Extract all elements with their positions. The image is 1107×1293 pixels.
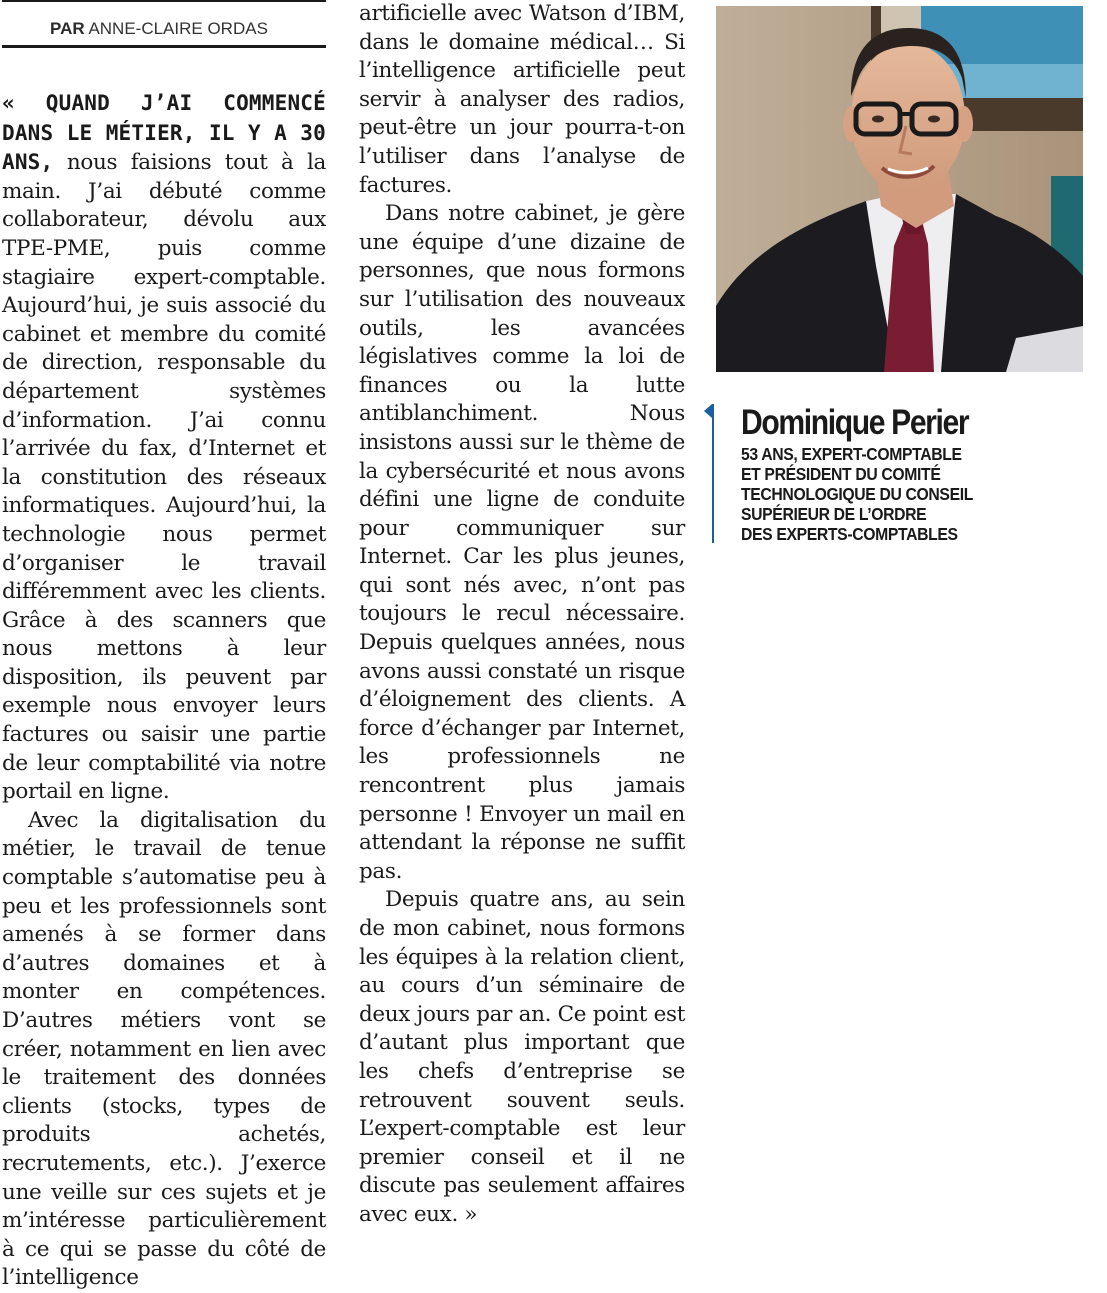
photo-caption — [712, 404, 1102, 544]
column-1-text — [2, 89, 326, 1293]
paragraph — [2, 89, 326, 807]
caption-desc-line: SUPÉRIEUR DE L’ORDRE — [741, 504, 927, 524]
byline — [2, 0, 326, 48]
paragraph: artificielle avec Watson d’IBM, dans le domaine médical… Si l’intelligence artificielle peut servir à analyser des radios, peut-être un jour pourra-t-on l’utiliser dans l’analyse de factures. — [359, 1, 685, 198]
byline-prefix: PAR — [50, 19, 85, 38]
caption-desc-line: 53 ANS, EXPERT-COMPTABLE — [741, 444, 962, 464]
paragraph: Dans notre cabinet, je gère une équipe d’une dizaine de personnes, que nous formons sur l’utilisation des nouveaux outils, les avancées législatives comme la loi de finances ou la lutte antiblanchiment. Nous insistons aussi sur le thème de la cybersécurité et nous avons défini une ligne de conduite pour communiquer sur Internet. Car les plus jeunes, qui sont nés avec, n’ont pas toujours le recul nécessaire. Depuis quelques années, nous avons aussi constaté un risque d’éloignement des clients. A force d’échanger par Internet, les professionnels ne rencontrent plus jamais personne ! Envoyer un mail en attendant la réponse ne suffit pas. — [359, 201, 685, 884]
byline-author: ANNE-CLAIRE ORDAS — [88, 19, 268, 38]
caption-desc-line: TECHNOLOGIQUE DU CONSEIL — [741, 484, 974, 504]
paragraph: Depuis quatre ans, au sein de mon cabinet, nous formons les équipes à la relation client, au cours d’un séminaire de deux jours par an. Ce point est d’autant plus important que les chefs d’entreprise se retrouvent souvent seuls. L’expert-comptable est leur premier conseil et il ne discute pas seulement affaires avec eux. » — [359, 887, 685, 1227]
caption-desc-line: DES EXPERTS-COMPTABLES — [741, 524, 958, 544]
caption-desc-line: ET PRÉSIDENT DU COMITÉ — [741, 464, 941, 484]
lead-in: « QUAND J’AI COMMENCÉ DANS LE MÉTIER, IL Y A 30 ANS, — [2, 91, 326, 175]
caption-description — [741, 444, 1038, 544]
article-column-1 — [2, 0, 326, 1293]
portrait-photo — [716, 6, 1083, 372]
caption-name: Dominique Perier — [741, 403, 969, 442]
paragraph: Avec la digitalisation du métier, le travail de tenue comptable s’automatise peu à peu et les professionnels sont amenés à se former dans d’autres domaines et à monter en compétences. D’autres métiers vont se créer, notamment en lien avec le traitement des données clients (stocks, types de produits achetés, recrutements, etc.). J’exerce une veille sur ces sujets et je m’intéresse particulièrement à ce qui se passe du côté de l’intelligence — [2, 807, 326, 1291]
article-column-2 — [359, 0, 685, 1230]
caption-accent-line — [712, 404, 714, 543]
paragraph-body: nous faisions tout à la main. J’ai débuté comme collaborateur, dévolu aux TPE-PME, puis comme stagiaire expert-comptable. Aujourd’hui, je suis associé du cabinet et membre du comité de direction, responsable du département systèmes d’information. J’ai connu l’arrivée du fax, d’Internet et la constitution des réseaux informatiques. Aujourd’hui, la technologie nous permet d’organiser le travail différemment avec les clients. Grâce à des scanners que nous mettons à leur disposition, ils peuvent par exemple nous envoyer leurs factures ou saisir une partie de leur comptabilité via notre portail en ligne. — [2, 150, 326, 805]
byline-rule — [2, 45, 326, 48]
caption-pointer-icon — [704, 404, 712, 418]
